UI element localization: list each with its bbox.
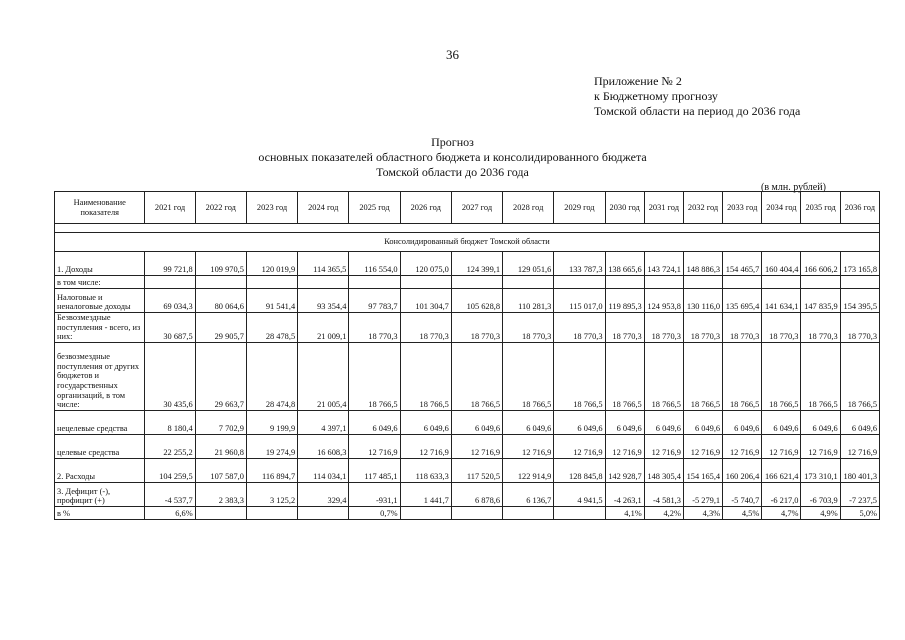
row-value: 115 017,0 <box>554 289 605 313</box>
row-value: -5 279,1 <box>683 482 722 506</box>
row-value: 142 928,7 <box>605 458 644 482</box>
row-value: -4 581,3 <box>644 482 683 506</box>
row-value: 154 165,4 <box>683 458 722 482</box>
appendix-note <box>594 74 800 119</box>
row-value: 80 064,6 <box>195 289 246 313</box>
row-value: 329,4 <box>298 482 349 506</box>
row-value: 12 716,9 <box>349 434 400 458</box>
row-value: 18 770,3 <box>451 313 502 343</box>
row-value: 18 770,3 <box>801 313 840 343</box>
header-indicator-name: Наименование показателя <box>55 192 145 224</box>
row-label: целевые средства <box>55 434 145 458</box>
row-value: 30 687,5 <box>145 313 195 343</box>
row-value <box>246 276 297 289</box>
row-value: 6 049,6 <box>503 410 554 434</box>
row-value: 18 766,5 <box>840 342 879 410</box>
row-value: 4,5% <box>723 506 762 519</box>
row-value: 6 049,6 <box>451 410 502 434</box>
row-label: Налоговые и неналоговые доходы <box>55 289 145 313</box>
row-value: 4,1% <box>605 506 644 519</box>
row-value: 6 049,6 <box>605 410 644 434</box>
section-title: Консолидированный бюджет Томской области <box>55 233 880 252</box>
row-value <box>451 506 502 519</box>
row-value: 147 835,9 <box>801 289 840 313</box>
row-value: 133 787,3 <box>554 252 605 276</box>
row-value <box>554 276 605 289</box>
row-value: 160 206,4 <box>723 458 762 482</box>
row-value: 12 716,9 <box>801 434 840 458</box>
row-value: 120 075,0 <box>400 252 451 276</box>
row-value: 6 136,7 <box>503 482 554 506</box>
row-value: 12 716,9 <box>554 434 605 458</box>
row-value <box>349 276 400 289</box>
row-value: 116 894,7 <box>246 458 297 482</box>
row-value: 6,6% <box>145 506 195 519</box>
row-value: 30 435,6 <box>145 342 195 410</box>
row-value: 119 895,3 <box>605 289 644 313</box>
row-value <box>762 276 801 289</box>
row-value: 18 766,5 <box>644 342 683 410</box>
row-value <box>451 276 502 289</box>
row-value: 6 049,6 <box>762 410 801 434</box>
row-value: 28 478,5 <box>246 313 297 343</box>
row-value: 154 395,5 <box>840 289 879 313</box>
table-header-row <box>55 192 880 224</box>
row-value: 6 049,6 <box>349 410 400 434</box>
row-value: 12 716,9 <box>683 434 722 458</box>
row-label: 2. Расходы <box>55 458 145 482</box>
table-row <box>55 458 880 482</box>
row-value: -6 703,9 <box>801 482 840 506</box>
row-value: 4 941,5 <box>554 482 605 506</box>
row-value: 143 724,1 <box>644 252 683 276</box>
row-value: 117 485,1 <box>349 458 400 482</box>
header-year: 2027 год <box>451 192 502 224</box>
header-year: 2023 год <box>246 192 297 224</box>
row-value: -6 217,0 <box>762 482 801 506</box>
row-value: 130 116,0 <box>683 289 722 313</box>
table-row <box>55 482 880 506</box>
row-value: 18 766,5 <box>554 342 605 410</box>
unit-note: (в млн. рублей) <box>761 182 826 193</box>
row-value: 4,2% <box>644 506 683 519</box>
row-value: 18 770,3 <box>349 313 400 343</box>
table-row <box>55 434 880 458</box>
row-value: 2 383,3 <box>195 482 246 506</box>
row-value: 104 259,5 <box>145 458 195 482</box>
row-value <box>246 506 297 519</box>
header-year: 2033 год <box>723 192 762 224</box>
row-value: 114 034,1 <box>298 458 349 482</box>
header-year: 2029 год <box>554 192 605 224</box>
row-value: 138 665,6 <box>605 252 644 276</box>
row-value: 16 608,3 <box>298 434 349 458</box>
row-value: -5 740,7 <box>723 482 762 506</box>
header-year: 2036 год <box>840 192 879 224</box>
row-value: 8 180,4 <box>145 410 195 434</box>
row-value: 6 878,6 <box>451 482 502 506</box>
row-value: 12 716,9 <box>644 434 683 458</box>
row-value: 21 960,8 <box>195 434 246 458</box>
header-year: 2024 год <box>298 192 349 224</box>
row-value <box>503 276 554 289</box>
row-value: 3 125,2 <box>246 482 297 506</box>
row-value <box>400 506 451 519</box>
row-value <box>683 276 722 289</box>
row-value: -4 263,1 <box>605 482 644 506</box>
row-value: 116 554,0 <box>349 252 400 276</box>
row-value: 12 716,9 <box>762 434 801 458</box>
row-value: 124 399,1 <box>451 252 502 276</box>
title-line-1: Прогноз <box>431 135 474 149</box>
row-value: 19 274,9 <box>246 434 297 458</box>
row-value: 69 034,3 <box>145 289 195 313</box>
row-value: 12 716,9 <box>840 434 879 458</box>
row-label: нецелевые средства <box>55 410 145 434</box>
row-value: -7 237,5 <box>840 482 879 506</box>
table-row <box>55 289 880 313</box>
row-value: 22 255,2 <box>145 434 195 458</box>
row-value: 18 766,5 <box>801 342 840 410</box>
header-year: 2030 год <box>605 192 644 224</box>
row-value: 99 721,8 <box>145 252 195 276</box>
row-label: 3. Дефицит (-), профицит (+) <box>55 482 145 506</box>
row-value: 29 905,7 <box>195 313 246 343</box>
row-value <box>400 276 451 289</box>
table-row <box>55 506 880 519</box>
row-value: 18 766,5 <box>503 342 554 410</box>
row-value: 105 628,8 <box>451 289 502 313</box>
row-value: 18 770,3 <box>840 313 879 343</box>
row-value: 12 716,9 <box>400 434 451 458</box>
row-value: 12 716,9 <box>503 434 554 458</box>
row-value: 97 783,7 <box>349 289 400 313</box>
spacer-cell <box>55 224 880 233</box>
row-value: 6 049,6 <box>683 410 722 434</box>
row-value: 110 281,3 <box>503 289 554 313</box>
row-value <box>503 506 554 519</box>
row-value: 6 049,6 <box>840 410 879 434</box>
row-value: 107 587,0 <box>195 458 246 482</box>
row-value: 160 404,4 <box>762 252 801 276</box>
row-value: 18 770,3 <box>400 313 451 343</box>
row-value: 124 953,8 <box>644 289 683 313</box>
row-value: 117 520,5 <box>451 458 502 482</box>
row-value: 28 474,8 <box>246 342 297 410</box>
row-value: 148 305,4 <box>644 458 683 482</box>
page-number: 36 <box>446 47 459 62</box>
row-value: 6 049,6 <box>644 410 683 434</box>
row-value: 18 770,3 <box>762 313 801 343</box>
row-value: 180 401,3 <box>840 458 879 482</box>
row-value: 18 770,3 <box>554 313 605 343</box>
budget-forecast-table <box>54 191 880 520</box>
title-line-2: основных показателей областного бюджета и консолидированного бюджета <box>258 150 647 164</box>
row-value: 148 886,3 <box>683 252 722 276</box>
row-value: 18 770,3 <box>683 313 722 343</box>
document-title <box>0 135 905 180</box>
header-year: 2028 год <box>503 192 554 224</box>
row-value: 18 770,3 <box>605 313 644 343</box>
row-value: 21 005,4 <box>298 342 349 410</box>
header-year: 2025 год <box>349 192 400 224</box>
row-value <box>145 276 195 289</box>
appendix-line-1: Приложение № 2 <box>594 74 682 88</box>
row-label: Безвозмездные поступления - всего, из них: <box>55 313 145 343</box>
row-value: 12 716,9 <box>605 434 644 458</box>
row-value: 6 049,6 <box>554 410 605 434</box>
row-value: 120 019,9 <box>246 252 297 276</box>
table-row <box>55 276 880 289</box>
row-value: 154 465,7 <box>723 252 762 276</box>
row-value: 12 716,9 <box>451 434 502 458</box>
row-value: 7 702,9 <box>195 410 246 434</box>
row-value: 128 845,8 <box>554 458 605 482</box>
row-value <box>605 276 644 289</box>
row-value: 91 541,4 <box>246 289 297 313</box>
row-value: 141 634,1 <box>762 289 801 313</box>
row-value: 135 695,4 <box>723 289 762 313</box>
row-value: 21 009,1 <box>298 313 349 343</box>
row-value <box>554 506 605 519</box>
row-value <box>723 276 762 289</box>
row-label: безвозмездные поступления от других бюджетов и государственных организаций, в том числе: <box>55 342 145 410</box>
header-year: 2031 год <box>644 192 683 224</box>
row-value <box>298 506 349 519</box>
row-value: 18 766,5 <box>451 342 502 410</box>
row-value: 166 621,4 <box>762 458 801 482</box>
row-value: 114 365,5 <box>298 252 349 276</box>
row-value: 4,9% <box>801 506 840 519</box>
row-value <box>801 276 840 289</box>
row-label: в % <box>55 506 145 519</box>
row-label: 1. Доходы <box>55 252 145 276</box>
row-value: 18 766,5 <box>400 342 451 410</box>
row-value: 18 770,3 <box>503 313 554 343</box>
row-value: 12 716,9 <box>723 434 762 458</box>
row-value: 6 049,6 <box>723 410 762 434</box>
header-year: 2022 год <box>195 192 246 224</box>
row-value <box>195 506 246 519</box>
row-value: 109 970,5 <box>195 252 246 276</box>
row-value: 5,0% <box>840 506 879 519</box>
row-value: 129 051,6 <box>503 252 554 276</box>
row-value <box>644 276 683 289</box>
row-value: 173 165,8 <box>840 252 879 276</box>
row-value: 0,7% <box>349 506 400 519</box>
row-value <box>840 276 879 289</box>
header-year: 2034 год <box>762 192 801 224</box>
row-value: 173 310,1 <box>801 458 840 482</box>
table-row <box>55 342 880 410</box>
row-value: 29 663,7 <box>195 342 246 410</box>
row-value: 9 199,9 <box>246 410 297 434</box>
row-value: 18 766,5 <box>762 342 801 410</box>
row-value: 122 914,9 <box>503 458 554 482</box>
row-value: 18 770,3 <box>723 313 762 343</box>
table-row <box>55 313 880 343</box>
row-value: 4,3% <box>683 506 722 519</box>
appendix-line-2: к Бюджетному прогнозу <box>594 89 718 103</box>
row-value <box>298 276 349 289</box>
row-value: 1 441,7 <box>400 482 451 506</box>
row-value: 93 354,4 <box>298 289 349 313</box>
row-label: в том числе: <box>55 276 145 289</box>
header-year: 2035 год <box>801 192 840 224</box>
row-value: 18 766,5 <box>605 342 644 410</box>
title-line-3: Томской области до 2036 года <box>376 165 529 179</box>
row-value: 18 766,5 <box>723 342 762 410</box>
row-value: -4 537,7 <box>145 482 195 506</box>
table-row <box>55 410 880 434</box>
row-value: 6 049,6 <box>400 410 451 434</box>
header-year: 2032 год <box>683 192 722 224</box>
row-value <box>195 276 246 289</box>
row-value: -931,1 <box>349 482 400 506</box>
spacer-row <box>55 224 880 233</box>
row-value: 4,7% <box>762 506 801 519</box>
row-value: 118 633,3 <box>400 458 451 482</box>
appendix-line-3: Томской области на период до 2036 года <box>594 104 801 118</box>
row-value: 18 766,5 <box>683 342 722 410</box>
row-value: 4 397,1 <box>298 410 349 434</box>
row-value: 166 606,2 <box>801 252 840 276</box>
row-value: 101 304,7 <box>400 289 451 313</box>
row-value: 18 766,5 <box>349 342 400 410</box>
table-row <box>55 252 880 276</box>
section-row <box>55 233 880 252</box>
row-value: 6 049,6 <box>801 410 840 434</box>
row-value: 18 770,3 <box>644 313 683 343</box>
header-year: 2021 год <box>145 192 195 224</box>
header-year: 2026 год <box>400 192 451 224</box>
